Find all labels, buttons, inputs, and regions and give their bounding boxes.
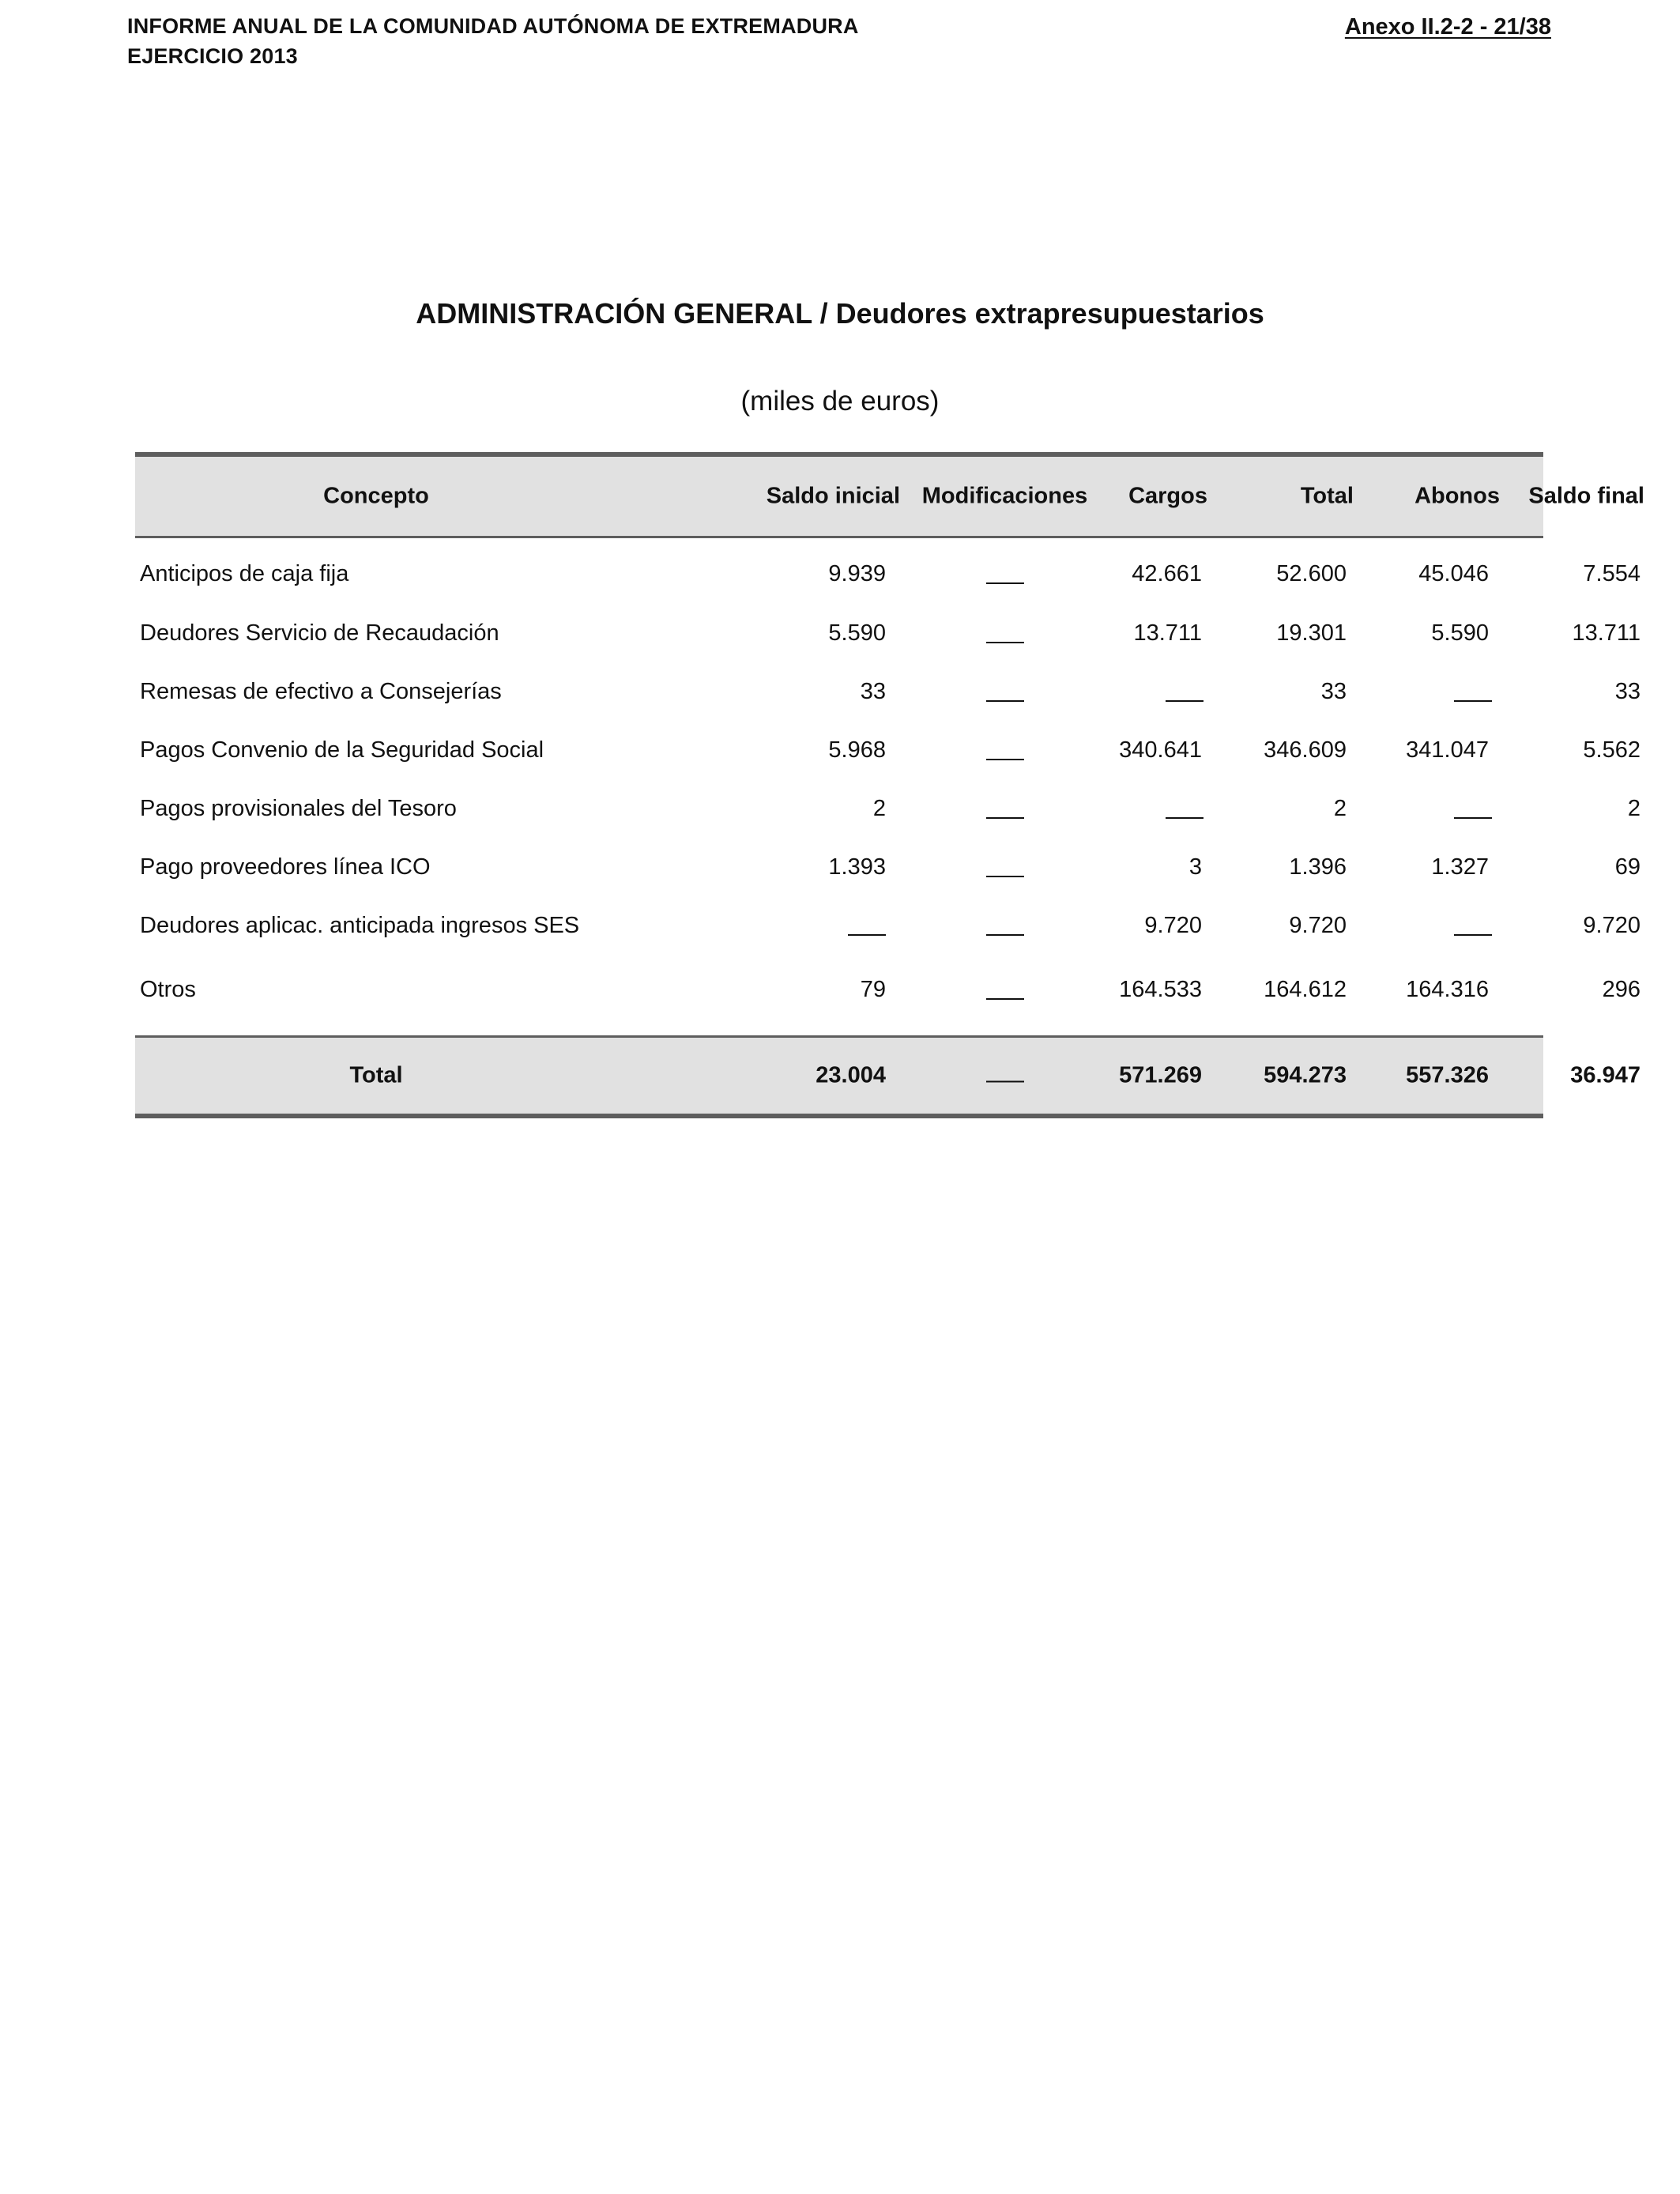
- blank-dash: [1454, 917, 1492, 936]
- blank-dash: [986, 565, 1024, 584]
- cell-abonos-blank: [1454, 799, 1492, 825]
- total-label: Total: [349, 1062, 403, 1088]
- cell-saldo-inicial: 5.590: [828, 620, 886, 646]
- blank-dash: [986, 1064, 1024, 1083]
- cell-saldo-final: 7.554: [1583, 561, 1640, 586]
- table-row: [135, 561, 1640, 593]
- report-title-line: INFORME ANUAL DE LA COMUNIDAD AUTÓNOMA DE EXTREMADURA: [127, 14, 859, 38]
- cell-cargos: 3: [1188, 854, 1202, 880]
- table-header: [135, 452, 1644, 538]
- cell-modificaciones-blank: [841, 799, 1169, 825]
- cell-saldo-inicial: 5.968: [828, 737, 886, 763]
- cell-modificaciones-blank: [841, 564, 1169, 590]
- cell-total: 346.609: [1264, 737, 1347, 763]
- cell-saldo-final: 5.562: [1583, 737, 1640, 763]
- column-header-total: Total: [1300, 483, 1354, 509]
- cell-cargos: 164.533: [1119, 977, 1202, 1002]
- cell-concepto: Pagos provisionales del Tesoro: [140, 796, 457, 821]
- column-header-modificaciones: Modificaciones: [921, 483, 1088, 509]
- debtors-table: [135, 452, 1644, 1088]
- column-header-saldo-inicial: Saldo inicial: [766, 483, 900, 509]
- cell-saldo-final: 2: [1627, 796, 1640, 821]
- blank-dash: [986, 917, 1024, 936]
- cell-concepto: Pagos Convenio de la Seguridad Social: [140, 737, 544, 763]
- cell-modificaciones-blank: [841, 682, 1169, 708]
- cell-total: 2: [1333, 796, 1347, 821]
- cell-cargos-blank: [1166, 799, 1203, 825]
- blank-dash: [1166, 800, 1203, 819]
- page-title: ADMINISTRACIÓN GENERAL / Deudores extrapresupuestarios: [416, 297, 1264, 330]
- cell-cargos-blank: [1166, 682, 1203, 708]
- blank-dash: [986, 683, 1024, 702]
- report-header: [127, 11, 859, 71]
- cell-modificaciones-blank: [841, 624, 1169, 650]
- cell-total: 33: [1320, 679, 1347, 704]
- cell-abonos: 45.046: [1418, 561, 1489, 586]
- cell-total: 164.612: [1264, 977, 1347, 1002]
- column-header-saldo-final: Saldo final: [1528, 483, 1644, 509]
- total-abonos: 557.326: [1406, 1062, 1489, 1088]
- blank-dash: [986, 624, 1024, 643]
- annex-reference: Anexo II.2-2 - 21/38: [1344, 14, 1551, 40]
- table-row: [135, 737, 1640, 769]
- total-saldo-inicial: 23.004: [816, 1062, 886, 1088]
- cell-modificaciones-blank: [841, 858, 1169, 884]
- total-cargos: 571.269: [1119, 1062, 1202, 1088]
- cell-saldo-final: 296: [1602, 977, 1640, 1002]
- column-header-cargos: Cargos: [1128, 483, 1207, 509]
- table-row: [135, 977, 1640, 1008]
- blank-dash: [1454, 800, 1492, 819]
- cell-cargos: 13.711: [1133, 620, 1202, 646]
- blank-dash: [1454, 683, 1492, 702]
- table-row: [135, 796, 1640, 827]
- cell-saldo-final: 69: [1614, 854, 1640, 880]
- total-saldo-final: 36.947: [1570, 1062, 1640, 1088]
- table-row: [135, 679, 1640, 711]
- cell-abonos-blank: [1454, 916, 1492, 942]
- cell-saldo-inicial: 9.939: [828, 561, 886, 586]
- total-total: 594.273: [1264, 1062, 1347, 1088]
- cell-abonos: 1.327: [1431, 854, 1489, 880]
- cell-saldo-inicial: 1.393: [828, 854, 886, 880]
- cell-concepto: Deudores Servicio de Recaudación: [140, 620, 499, 646]
- cell-abonos-blank: [1454, 682, 1492, 708]
- cell-concepto: Pago proveedores línea ICO: [140, 854, 431, 880]
- cell-concepto: Remesas de efectivo a Consejerías: [140, 679, 502, 704]
- cell-saldo-final: 13.711: [1572, 620, 1640, 646]
- cell-saldo-final: 9.720: [1583, 913, 1640, 938]
- cell-cargos: 42.661: [1132, 561, 1202, 586]
- column-header-concepto: Concepto: [323, 483, 429, 509]
- table-row: [135, 913, 1640, 944]
- cell-cargos: 340.641: [1119, 737, 1202, 763]
- table-row: [135, 854, 1640, 886]
- blank-dash: [986, 981, 1024, 1000]
- table-row: [135, 620, 1640, 652]
- cell-total: 19.301: [1276, 620, 1347, 646]
- cell-total: 1.396: [1289, 854, 1347, 880]
- cell-saldo-inicial: 2: [872, 796, 886, 821]
- cell-concepto: Otros: [140, 977, 196, 1002]
- cell-total: 52.600: [1276, 561, 1347, 586]
- cell-concepto: Deudores aplicac. anticipada ingresos SES: [140, 913, 580, 938]
- blank-dash: [986, 741, 1024, 760]
- table-total-row: [135, 1035, 1640, 1118]
- report-year-line: EJERCICIO 2013: [127, 44, 298, 68]
- units-subtitle: (miles de euros): [740, 386, 940, 417]
- column-header-abonos: Abonos: [1414, 483, 1500, 509]
- cell-saldo-inicial: 33: [860, 679, 886, 704]
- cell-abonos: 164.316: [1406, 977, 1489, 1002]
- cell-modificaciones-blank: [841, 916, 1169, 942]
- cell-cargos: 9.720: [1144, 913, 1202, 938]
- cell-abonos: 5.590: [1431, 620, 1489, 646]
- cell-abonos: 341.047: [1406, 737, 1489, 763]
- cell-concepto: Anticipos de caja fija: [140, 561, 349, 586]
- blank-dash: [1166, 683, 1203, 702]
- blank-dash: [986, 858, 1024, 877]
- cell-total: 9.720: [1289, 913, 1347, 938]
- cell-saldo-inicial: 79: [860, 977, 886, 1002]
- cell-saldo-final: 33: [1614, 679, 1640, 704]
- blank-dash: [986, 800, 1024, 819]
